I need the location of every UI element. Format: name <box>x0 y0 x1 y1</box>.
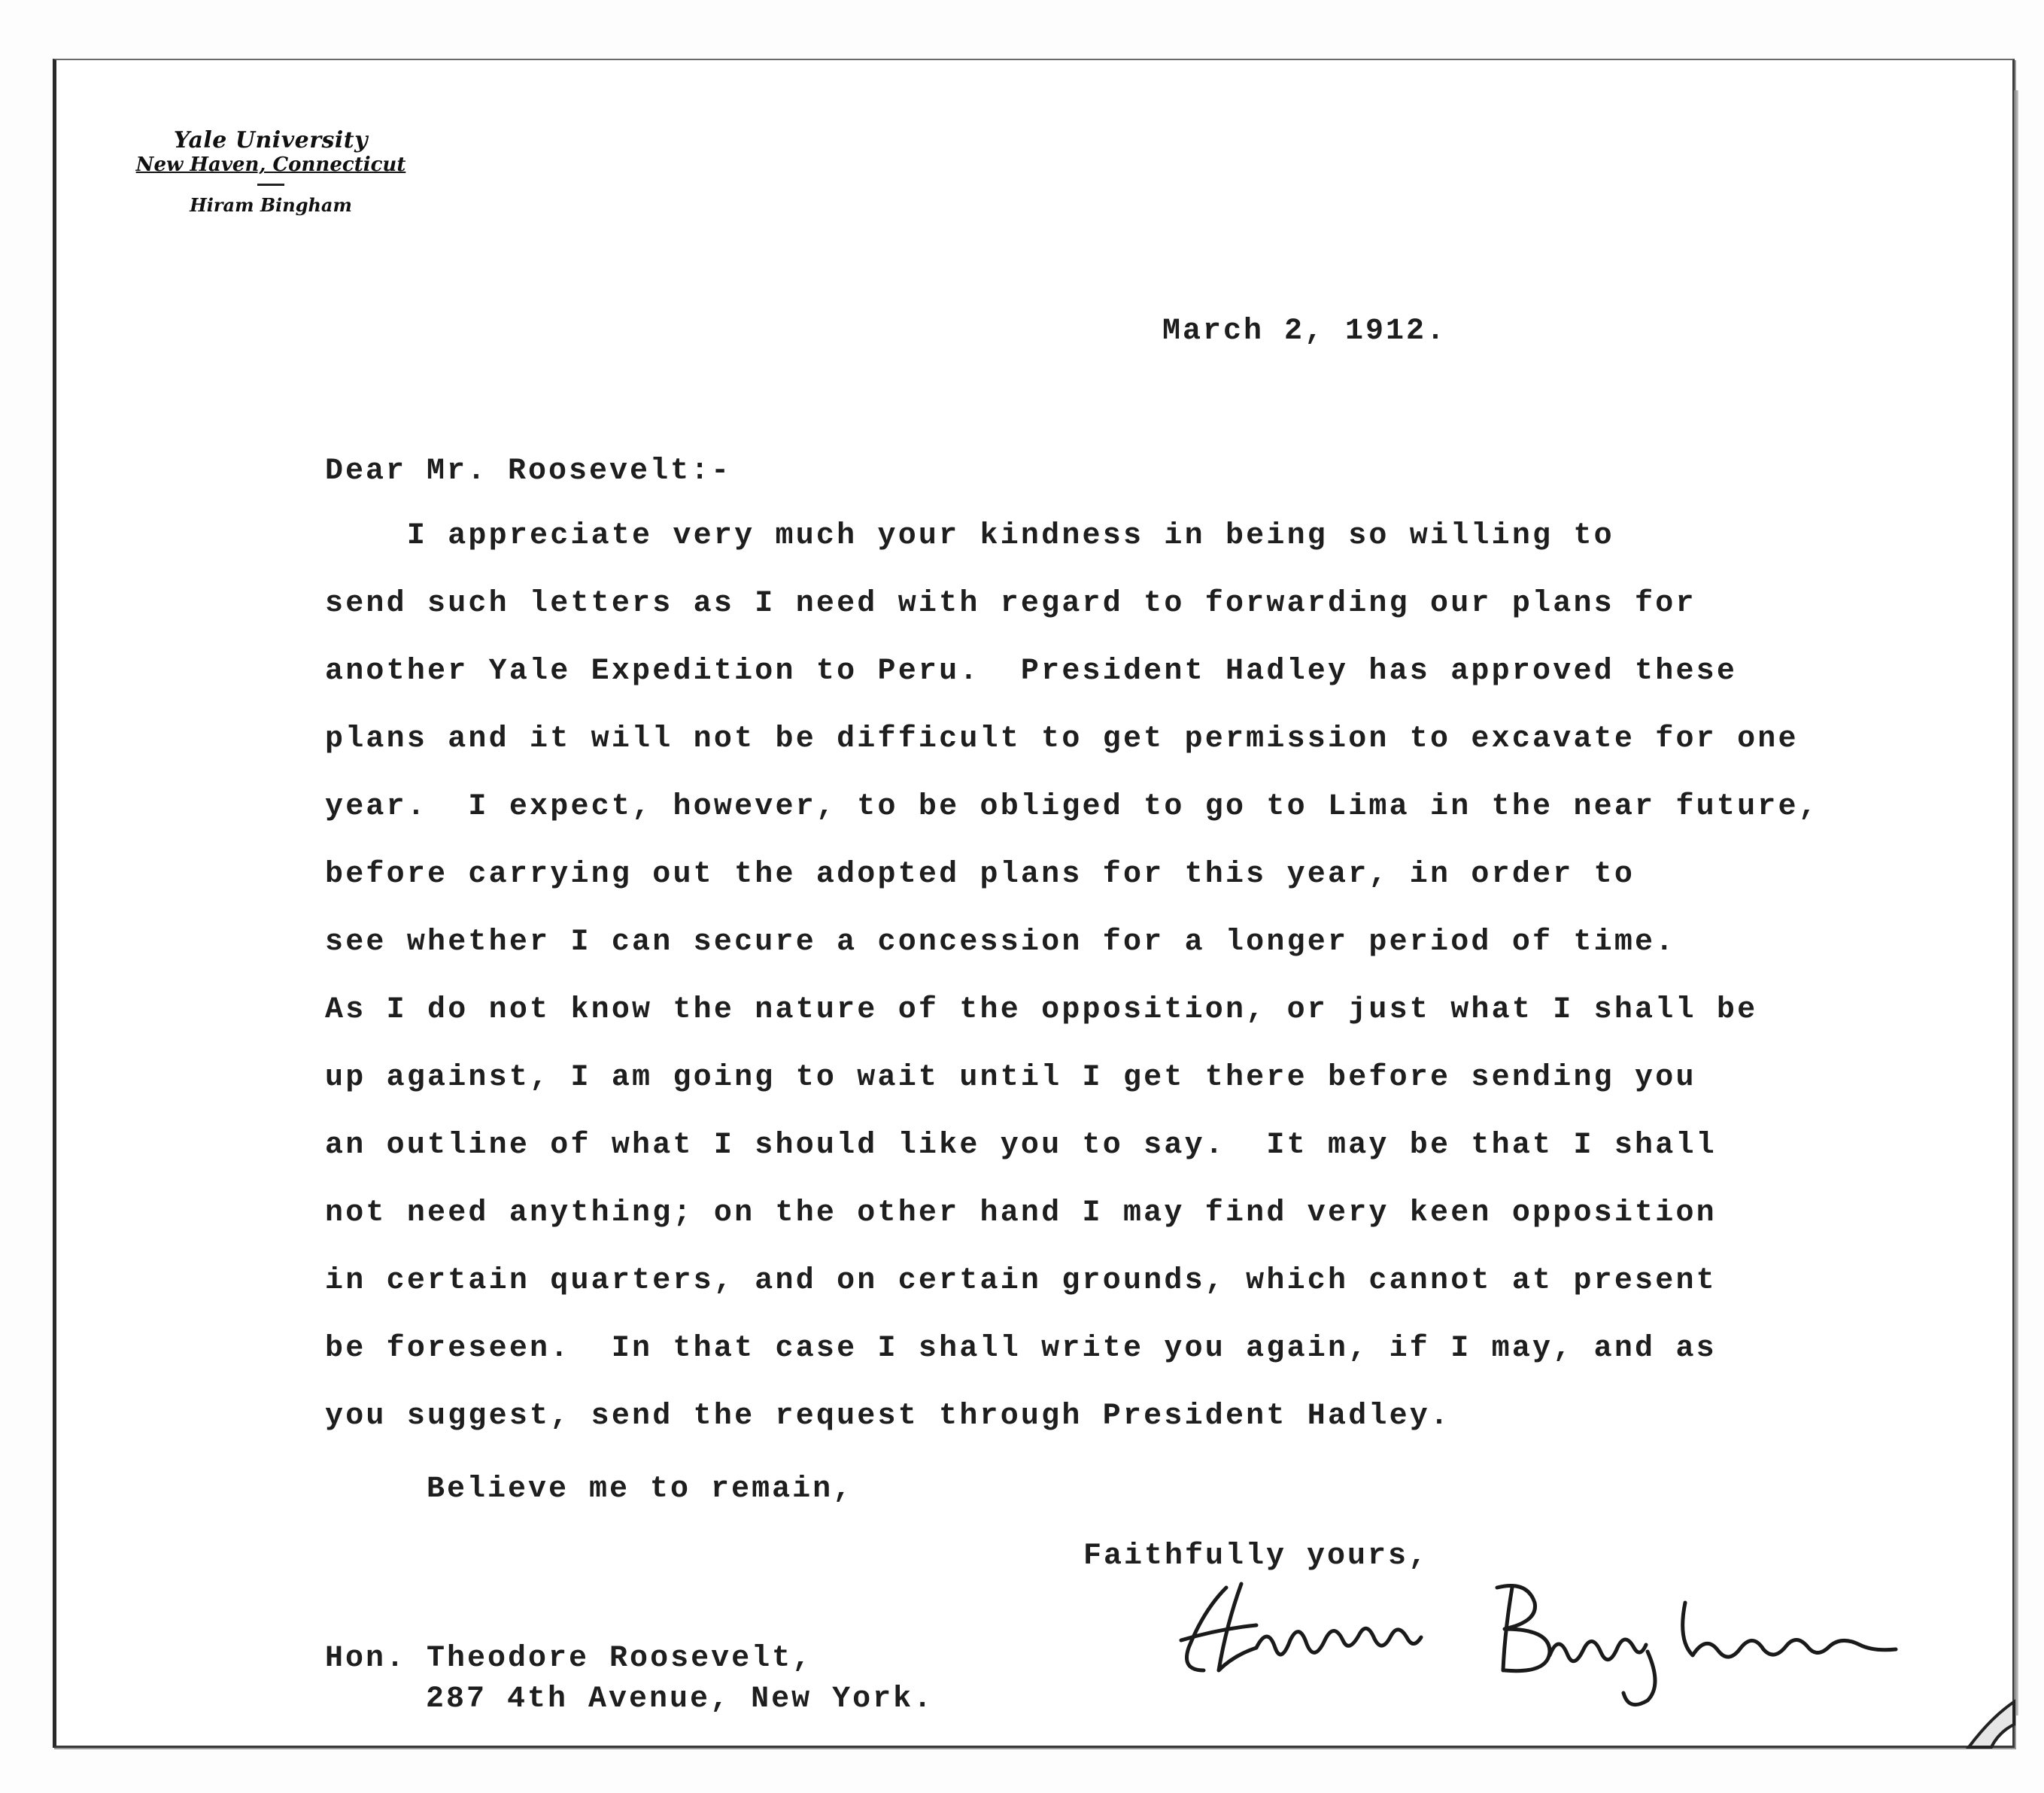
body-line: another Yale Expedition to Peru. President Hadley has approved these <box>325 655 1738 688</box>
signoff: Faithfully yours, <box>1083 1539 1429 1573</box>
body-line: you suggest, send the request through President Hadley. <box>325 1399 1451 1433</box>
body-line: not need anything; on the other hand I may find very keen opposition <box>325 1196 1717 1230</box>
body-line: before carrying out the adopted plans for this year, in order to <box>325 858 1636 892</box>
body-line: year. I expect, however, to be obliged to go to Lima in the near future, <box>325 790 1819 824</box>
closing-line: Believe me to remain, <box>427 1472 854 1506</box>
body-line: I appreciate very much your kindness in being so willing to <box>325 519 1614 553</box>
recipient-name: Hon. Theodore Roosevelt, <box>325 1642 813 1676</box>
letterhead <box>135 128 406 216</box>
body-line: plans and it will not be difficult to get permission to excavate for one <box>325 722 1799 756</box>
recipient-address: 287 4th Avenue, New York. <box>426 1682 934 1716</box>
body-line: As I do not know the nature of the opposition, or just what I shall be <box>325 993 1758 1027</box>
body-line: up against, I am going to wait until I get there before sending you <box>325 1061 1696 1095</box>
body-line: in certain quarters, and on certain grounds, which cannot at present <box>325 1264 1717 1298</box>
letter-body <box>325 519 1819 1467</box>
body-line: send such letters as I need with regard to forwarding our plans for <box>325 587 1696 621</box>
body-line: an outline of what I should like you to say. It may be that I shall <box>325 1129 1717 1162</box>
letterhead-name: Hiram Bingham <box>190 194 352 216</box>
salutation: Dear Mr. Roosevelt:- <box>325 454 732 488</box>
handwritten-signature <box>1174 1557 2016 1708</box>
letterhead-institution: Yale University <box>173 127 369 153</box>
letterhead-divider <box>257 184 284 186</box>
letterhead-location: New Haven, Connecticut <box>135 153 406 176</box>
letter-date: March 2, 1912. <box>1162 315 1447 348</box>
body-line: see whether I can secure a concession for a longer period of time. <box>325 925 1676 959</box>
page-edge <box>2014 90 2018 1716</box>
body-line: be foreseen. In that case I shall write you again, if I may, and as <box>325 1332 1717 1366</box>
